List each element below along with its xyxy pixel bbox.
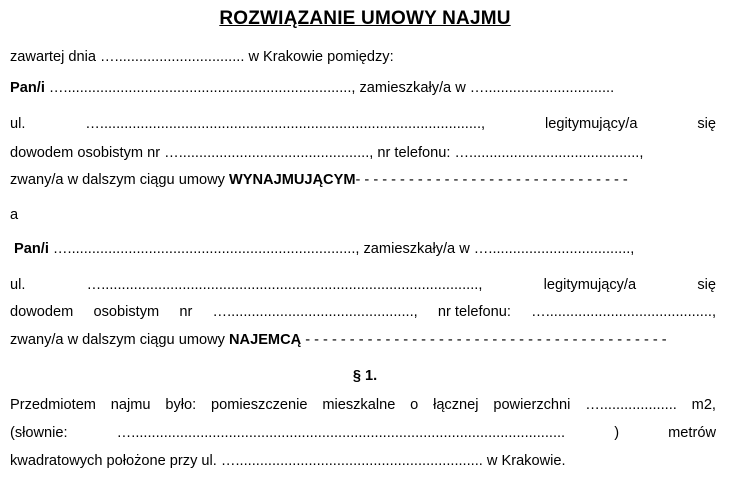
tenant-id-word2: osobistym	[93, 304, 160, 320]
landlord-id-text: dowodem osobistym nr …..............................................., nr telefonu: …..........................................,	[10, 145, 644, 161]
tenant-id-word1: dowodem	[10, 304, 74, 320]
landlord-role-prefix: zwany/a w dalszym ciągu umowy	[10, 172, 229, 188]
landlord-sie-text: się	[697, 116, 716, 132]
tenant-name-address-text: …......................................................................., zamieszkały/a w …...................................,	[48, 241, 635, 257]
landlord-legitymujacy-text: legitymujący/a	[544, 116, 638, 132]
tenant-street-dots: ….............................................................................................,	[86, 277, 483, 293]
tenant-ul-label: ul.	[10, 277, 26, 293]
landlord-name-address-text: …......................................................................., zamieszkały/a w …................................	[44, 80, 615, 96]
contract-date-line	[10, 48, 394, 66]
subject-word5: mieszkalne	[322, 397, 396, 413]
subject-word1: Przedmiotem	[10, 397, 96, 413]
tenant-id-word3: nr	[179, 304, 193, 320]
landlord-id-line	[10, 144, 643, 162]
area-words-unit: metrów	[668, 425, 716, 441]
tenant-role-name: NAJEMCĄ	[229, 332, 302, 348]
subject-word2: najmu	[110, 397, 151, 413]
conjunction-line	[10, 206, 18, 224]
subject-word8: powierzchni	[493, 397, 571, 413]
area-unit: m2,	[691, 397, 716, 413]
landlord-role-dashes: - - - - - - - - - - - - - - - - - - - - - - - - - - - - - - -	[355, 172, 628, 188]
contract-date-text: zawartej dnia …................................ w Krakowie pomiędzy:	[10, 49, 394, 65]
landlord-name-line	[10, 79, 614, 97]
tenant-role-prefix: zwany/a w dalszym ciągu umowy	[10, 332, 229, 348]
tenant-name-line	[14, 240, 634, 258]
tenant-street-line	[10, 276, 716, 294]
area-words-label: (słownie:	[10, 425, 68, 441]
tenant-role-dashes: - - - - - - - - - - - - - - - - - - - - - - - - - - - - - - - - - - - - - - - - -	[301, 332, 667, 348]
landlord-ul-label: ul.	[10, 116, 26, 132]
tenant-legitymujacy-text: legitymujący/a	[543, 277, 637, 293]
tenant-phone-label: nr telefonu:	[437, 304, 511, 320]
tenant-id-dots: …..............................................,	[212, 304, 418, 320]
tenant-id-line	[10, 303, 716, 321]
landlord-role-name: WYNAJMUJĄCYM	[229, 172, 356, 188]
landlord-street-line	[10, 115, 716, 133]
document-title: ROZWIĄZANIE UMOWY NAJMU	[219, 8, 511, 29]
area-words-line	[10, 424, 716, 442]
tenant-role-line	[10, 331, 667, 349]
subject-word3: było:	[165, 397, 197, 413]
area-words-close: )	[614, 425, 620, 441]
area-words-dots: …...........................................................................................................	[116, 425, 566, 441]
tenant-pan-label: Pan/i	[14, 241, 49, 257]
tenant-phone-dots: ….........................................,	[531, 304, 716, 320]
subject-word7: łącznej	[433, 397, 479, 413]
area-dots: …...................	[585, 397, 677, 413]
subject-line	[10, 396, 716, 414]
subject-word6: o	[410, 397, 419, 413]
landlord-street-dots: …..............................................................................................,	[85, 116, 486, 132]
landlord-pan-label: Pan/i	[10, 80, 45, 96]
location-line	[10, 452, 566, 470]
tenant-sie-text: się	[697, 277, 716, 293]
subject-word4: pomieszczenie	[210, 397, 308, 413]
landlord-role-line	[10, 171, 628, 189]
conjunction-a: a	[10, 207, 19, 223]
section-heading: § 1.	[352, 368, 378, 384]
location-text: kwadratowych położone przy ul. …............................................................. w Krakowie.	[10, 453, 566, 469]
